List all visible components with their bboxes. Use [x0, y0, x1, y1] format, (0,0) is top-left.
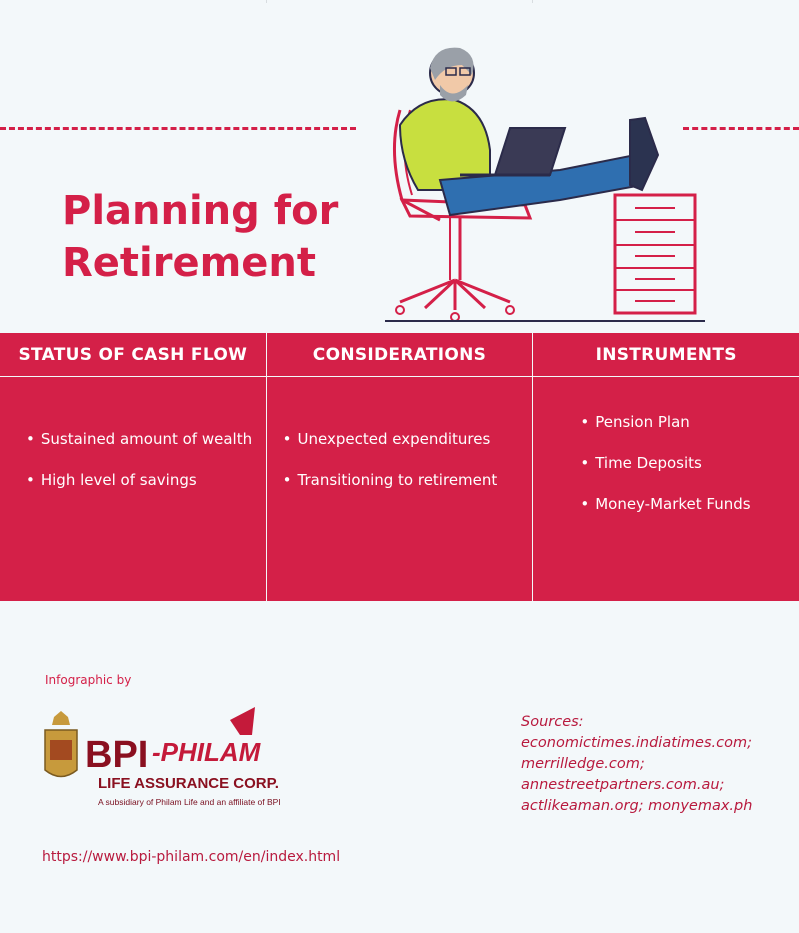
column-header: INSTRUMENTS	[533, 333, 799, 377]
sources-label: Sources:	[521, 714, 584, 730]
logo-tagline: A subsidiary of Philam Life and an affiliate of BPI	[98, 797, 281, 807]
source-line: annestreetpartners.com.au;	[521, 777, 725, 793]
list-item: • Sustained amount of wealth	[26, 429, 266, 449]
list-item: • Time Deposits	[580, 453, 799, 473]
column-body	[533, 377, 799, 601]
man-with-laptop-illustration	[380, 40, 710, 325]
source-line: actlikeaman.org; monyemax.ph	[521, 798, 753, 814]
column-instruments	[533, 333, 799, 601]
website-link[interactable]: https://www.bpi-philam.com/en/index.html	[42, 849, 341, 865]
list-item: • Money-Market Funds	[580, 494, 799, 514]
bpi-philam-logo	[40, 705, 340, 795]
column-header: CONSIDERATIONS	[267, 333, 533, 377]
column-body	[267, 377, 533, 601]
column-body	[0, 377, 266, 601]
svg-text:-PHILAM: -PHILAM	[152, 737, 261, 767]
source-line: economictimes.indiatimes.com;	[521, 735, 752, 751]
dashed-divider-left	[0, 127, 356, 130]
retirement-table	[0, 333, 799, 601]
list-item: • Transitioning to retirement	[283, 470, 533, 490]
svg-text:LIFE ASSURANCE CORP.: LIFE ASSURANCE CORP.	[98, 775, 279, 792]
source-line: merrilledge.com;	[521, 756, 645, 772]
bpi-seal-icon	[45, 711, 77, 777]
list-item: • High level of savings	[26, 470, 266, 490]
page-title: Planning for Retirement	[62, 188, 339, 286]
column-status-of-cash-flow	[0, 333, 267, 601]
svg-text:BPI: BPI	[85, 734, 149, 776]
list-item: • Pension Plan	[580, 412, 799, 432]
list-item: • Unexpected expenditures	[283, 429, 533, 449]
sources	[521, 712, 752, 817]
infographic-by-label: Infographic by	[45, 673, 132, 687]
column-header: STATUS OF CASH FLOW	[0, 333, 266, 377]
column-considerations	[267, 333, 534, 601]
